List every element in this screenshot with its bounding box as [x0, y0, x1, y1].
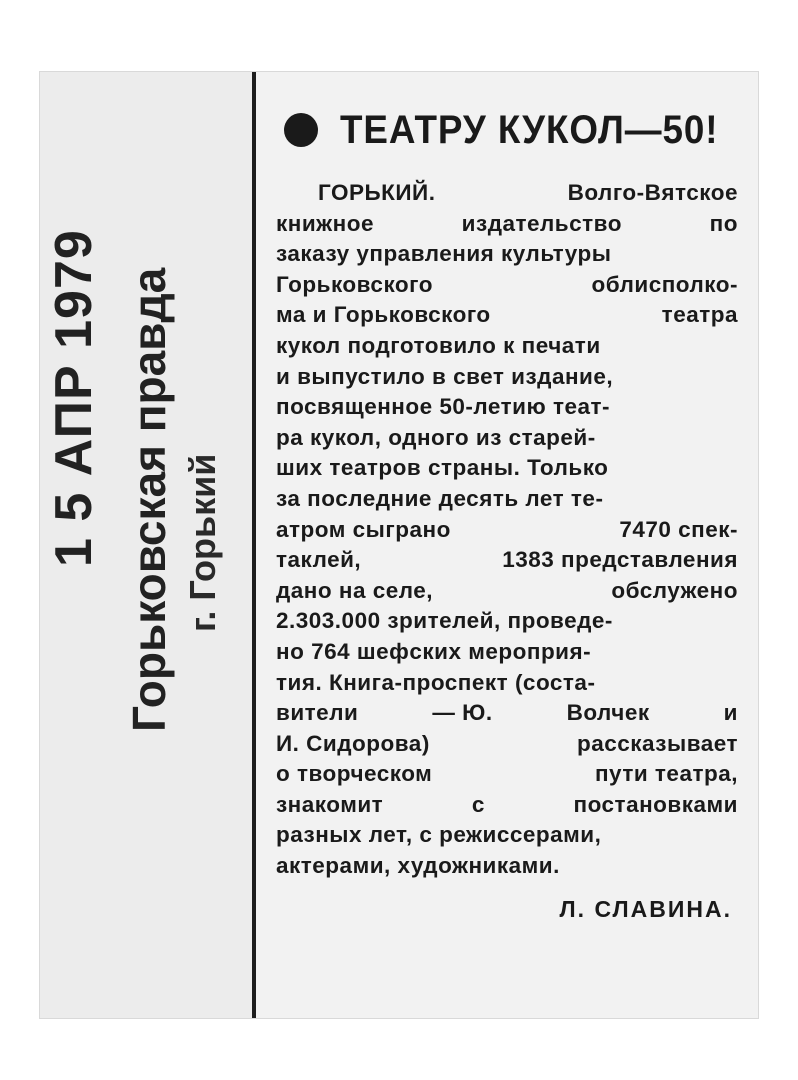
- article-line-segment: разных лет, с режиссерами,: [276, 822, 602, 848]
- article-line: [276, 729, 738, 760]
- stamp-date: 1 5 АПР 1979: [45, 229, 103, 567]
- article-line: [276, 178, 738, 209]
- article-line: [276, 576, 738, 607]
- article-line: [276, 698, 738, 729]
- article-body: [276, 178, 738, 882]
- stamp-margin: [40, 72, 252, 1018]
- article-line: [276, 851, 738, 882]
- article-line: [276, 209, 738, 240]
- article-line-segment: книжное: [276, 210, 374, 236]
- date-stamp: [45, 172, 238, 772]
- article-line-segment: и: [723, 700, 738, 726]
- article-line: [276, 362, 738, 393]
- article-line: [276, 545, 738, 576]
- article-line-segment: издательство: [461, 210, 622, 236]
- article-line: [276, 423, 738, 454]
- author-signature: Л. СЛАВИНА.: [559, 895, 732, 922]
- article-line: [276, 331, 738, 362]
- article-line-segment: рассказывает: [576, 730, 738, 756]
- article-line-segment: постановками: [573, 791, 738, 817]
- article-line-segment: тия. Книга-проспект (соста-: [276, 669, 596, 695]
- article-line-segment: атром сыграно: [276, 516, 451, 542]
- headline: [284, 102, 742, 158]
- article-line-segment: вители: [276, 700, 359, 726]
- article-line-segment: 2.303.000 зрителей, проведе-: [276, 608, 613, 634]
- article-line: [276, 668, 738, 699]
- article-line-segment: по: [709, 210, 738, 236]
- bullet-dot-icon: [284, 113, 318, 147]
- article-line-segment: Волго-Вятское: [567, 180, 738, 205]
- article-line-segment: облисполко-: [591, 271, 738, 297]
- article-line: [276, 239, 738, 270]
- article-line-segment: знакомит: [276, 791, 384, 817]
- article-line-segment: 1383 представления: [502, 547, 738, 573]
- article-line-segment: о творческом: [276, 761, 433, 787]
- article-line-segment: Волчек: [566, 700, 650, 726]
- article-line-segment: за последние десять лет те-: [276, 485, 604, 511]
- stamp-newspaper-name: Горьковская правда: [123, 267, 175, 732]
- article-line-segment: ра кукол, одного из старей-: [276, 424, 596, 450]
- article-line-segment: пути театра,: [594, 761, 738, 787]
- article-line: [276, 606, 738, 637]
- article-line-segment: И. Сидорова): [276, 730, 430, 756]
- article-line: [276, 484, 738, 515]
- article-line-segment: кукол подготовило к печати: [276, 332, 601, 358]
- article-line-segment: театра: [661, 302, 738, 328]
- article-line-segment: ших театров страны. Только: [276, 455, 609, 481]
- article-line-segment: посвященное 50-летию теат-: [276, 394, 611, 420]
- article-line: [276, 759, 738, 790]
- article-line-segment: и выпустило в свет издание,: [276, 363, 614, 389]
- article-line-segment: ГОРЬКИЙ.: [318, 180, 436, 205]
- article-line-segment: но 764 шефских мероприя-: [276, 638, 592, 664]
- article-line-segment: актерами, художниками.: [276, 853, 560, 879]
- article-line-segment: ма и Горьковского: [276, 302, 491, 328]
- article-line: [276, 515, 738, 546]
- article-line: [276, 790, 738, 821]
- article-line: [276, 300, 738, 331]
- article-line-segment: таклей,: [276, 547, 362, 573]
- article-line-segment: дано на селе,: [276, 577, 434, 603]
- article-line: [276, 453, 738, 484]
- article-line-segment: с: [471, 791, 485, 817]
- article-line-segment: обслужено: [611, 577, 738, 603]
- stamp-city: г. Горький: [182, 453, 223, 632]
- article-line-segment: 7470 спек-: [619, 516, 738, 542]
- article-line: [276, 392, 738, 423]
- article-line: [276, 270, 738, 301]
- article-line-segment: заказу управления культуры: [276, 241, 612, 267]
- article-line-segment: — Ю.: [432, 700, 493, 726]
- newspaper-clipping: [40, 72, 758, 1018]
- headline-text: ТЕАТРУ КУКОЛ—50!: [340, 107, 719, 152]
- article-line-segment: Горьковского: [276, 271, 433, 297]
- article-line: [276, 820, 738, 851]
- article-line: [276, 637, 738, 668]
- article: [272, 92, 742, 1012]
- column-rule: [252, 72, 256, 1018]
